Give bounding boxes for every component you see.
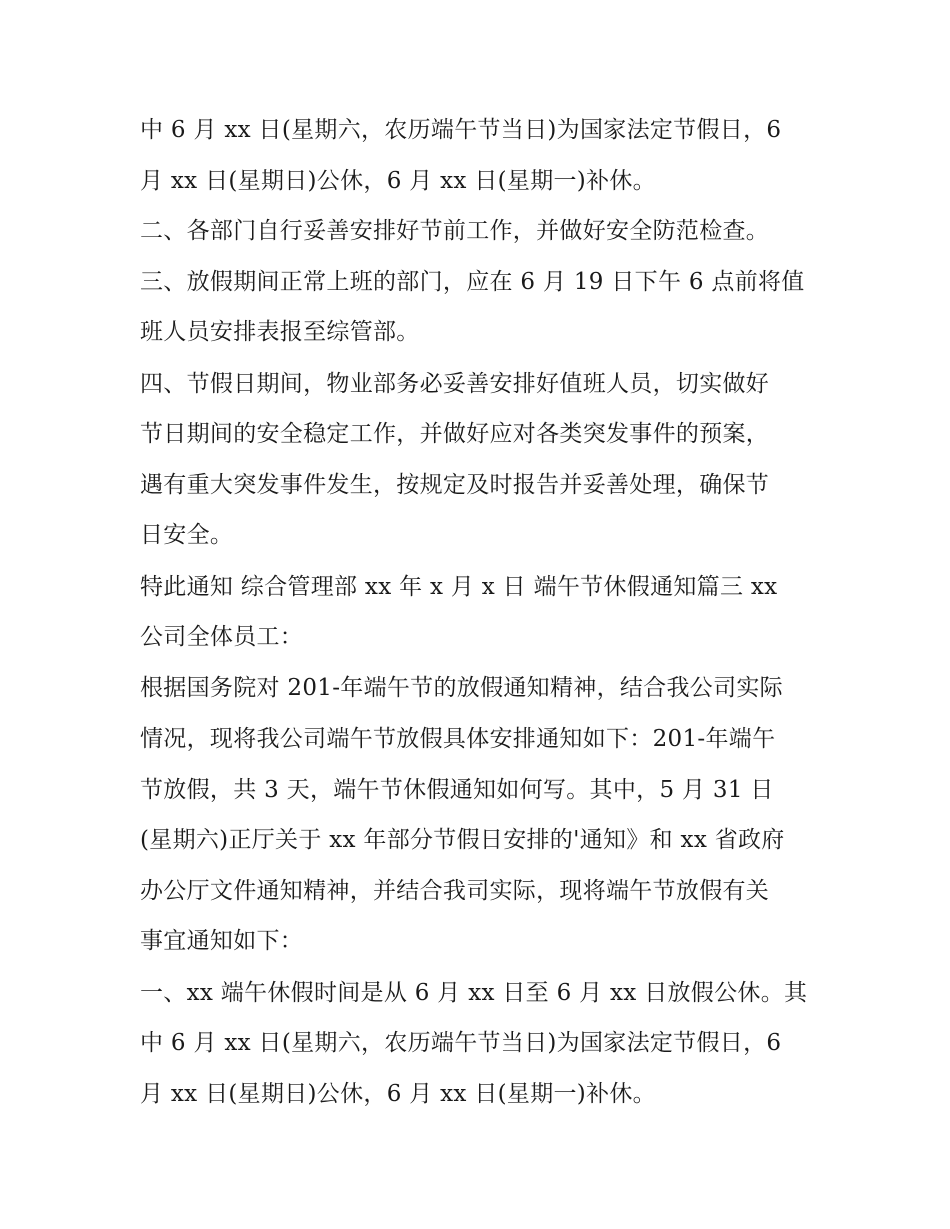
text-line: 节放假，共 3 天，端午节休假通知如何写。其中，5 月 31 日 [140,777,774,803]
text-line: (星期六)正厅关于 xx 年部分节假日安排的'通知》和 xx 省政府 [140,827,785,853]
text-line: 日安全。 [140,522,234,548]
text-line: 情况，现将我公司端午节放假具体安排通知如下：201-年端午 [140,726,776,752]
text-line: 月 xx 日(星期日)公休，6 月 xx 日(星期一)补休。 [140,1081,656,1107]
text-line: 事宜通知如下： [140,928,304,954]
text-line: 二、各部门自行妥善安排好节前工作，并做好安全防范检查。 [140,218,770,244]
text-line: 四、节假日期间，物业部务必妥善安排好值班人员，切实做好 [140,371,770,397]
text-line: 月 xx 日(星期日)公休，6 月 xx 日(星期一)补休。 [140,168,656,194]
text-line: 中 6 月 xx 日(星期六，农历端午节当日)为国家法定节假日，6 [140,117,782,143]
text-line: 特此通知 综合管理部 xx 年 x 月 x 日 端午节休假通知篇三 xx [140,574,778,600]
text-line: 根据国务院对 201-年端午节的放假通知精神，结合我公司实际 [140,675,783,701]
text-line: 遇有重大突发事件发生，按规定及时报告并妥善处理，确保节 [140,472,770,498]
text-line: 公司全体员工： [140,624,304,650]
text-line: 班人员安排表报至综管部。 [140,319,420,345]
text-line: 一、xx 端午休假时间是从 6 月 xx 日至 6 月 xx 日放假公休。其 [140,980,808,1006]
text-line: 办公厅文件通知精神，并结合我司实际，现将端午节放假有关 [140,878,770,904]
text-line: 中 6 月 xx 日(星期六，农历端午节当日)为国家法定节假日，6 [140,1030,782,1056]
text-line: 节日期间的安全稳定工作，并做好应对各类突发事件的预案， [140,421,770,447]
text-line: 三、放假期间正常上班的部门，应在 6 月 19 日下午 6 点前将值 [140,269,805,295]
